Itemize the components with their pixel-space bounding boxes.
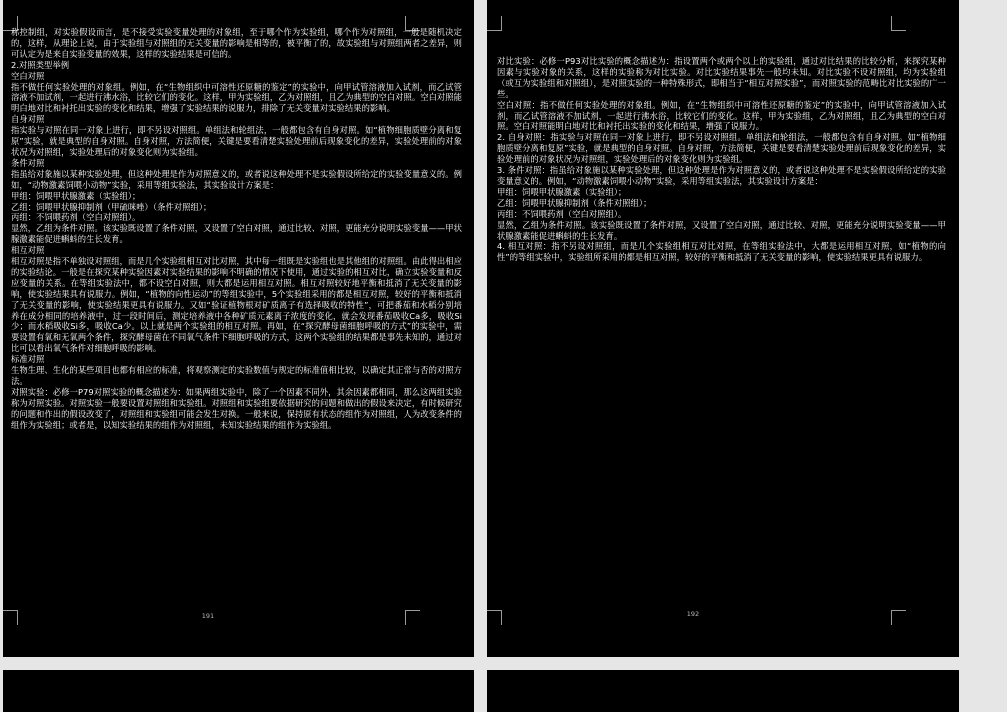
page-corner-mark-top-right [891,16,906,31]
list-item: 甲组：饲喂甲状腺激素（实验组）； [497,186,627,197]
paragraph: 指实验与对照在同一对象上进行，即不另设对照组。单组法和轮组法，一般都包含有自身对照。如“植物细胞质壁分离和复原”实验，就是典型的自身对照。自身对照，方法简便，关键是要看清楚实验处理前后现象变化的差异，实验处理前的对象状况为对照组，实验处理后的对象变化则为实验组。 [11,125,462,157]
page-corner-mark-bottom-left [3,610,18,625]
page-corner-mark-bottom-right [405,610,420,625]
subsection-heading: 自身对照 [11,114,45,125]
page-number: 191 [201,612,215,620]
paragraph: 3. 条件对照：指虽给对象施以某种实验处理，但这种处理是作为对照意义的，或者说这种处理不是实验假设所给定的实验变量意义的。例如，“动物激素饲喂小动物”实验，采用等组实验法，其实验设计方案是： [497,165,946,186]
paragraph: 称控制组，对实验假设而言，是不接受实验变量处理的对象组，至于哪个作为实验组，哪个作为对照组，一般是随机决定的，这样，从理论上说，由于实验组与对照组的无关变量的影响是相等的，被平衡了的，故实验组与对照组两者之差异，则可认定为是来自实验变量的效果，这样的实验结果是可信的。 [11,27,462,59]
list-item: 乙组：饲喂甲状腺抑制剂（甲硫咪唑）（条件对照组）； [11,201,212,212]
page-text-body [11,27,462,431]
paragraph: 指虽给对象施以某种实验处理，但这种处理是作为对照意义的，或者说这种处理不是实验假设所给定的实验变量意义的。例如，“动物激素饲喂小动物”实验，采用等组实验法，其实验设计方案是： [11,168,462,190]
document-page-next-left [3,670,474,712]
page-number: 192 [686,610,700,618]
page-corner-mark-top-left [487,16,502,31]
page-corner-mark-bottom-right [891,610,906,625]
subsection-heading: 条件对照 [11,157,45,168]
paragraph: 4. 相互对照：指不另设对照组，而是几个实验组相互对比对照，在等组实验法中，大都是运用相互对照，如“植物的向性”的等组实验中，实验组所采用的都是相互对照，较好的平衡和抵消了无关变量的影响，使实验结果更具有说服力。 [497,241,946,263]
subsection-heading: 空白对照 [11,70,45,81]
paragraph: 相互对照是指不单独设对照组，而是几个实验组相互对比对照，其中每一组既是实验组也是其他组的对照组。由此得出相应的实验结论。一般是在探究某种实验因素对实验结果的影响不明确的情况下使用，通过实验的相互对比，确立实验变量和反应变量的关系。在等组实验法中，都不设空白对照，则大都是运用相互对照。相互对照较好地平衡和抵消了无关变量的影响，使实验结果具有说服力。例如，“植物的向性运动”的等组实验中，5个实验组采用的都是相互对照，较好的平衡和抵消了无关变量的影响，使实验结果更具有说服力。又如“验证植物根对矿质离子有选择吸收的特性”，可把番茄和水稻分别培养在成分相同的培养液中，过一段时间后，测定培养液中各种矿质元素离子浓度的变化，就会发现番茄吸收Ca多，吸收Si少；而水稻吸收Si多，吸收Ca少。以上就是两个实验组的相互对照。再如，在“探究酵母菌细胞呼吸的方式”的实验中，需要设置有氧和无氧两个条件，探究酵母菌在不同氧气条件下细胞呼吸的方式，这两个实验组的结果都是事先未知的，通过对比可以看出氧气条件对细胞呼吸的影响。 [11,256,462,354]
paragraph: 2. 自身对照：指实验与对照在同一对象上进行，即不另设对照组。单组法和轮组法，一般都包含有自身对照。如“植物细胞质壁分离和复原”实验，就是典型的自身对照。自身对照，方法简便，关键是要看清楚实验处理前后现象变化的差异，实验处理前的对象状况为对照组，实验处理后的对象变化则为实验组。 [497,132,946,165]
paragraph: 空白对照：指不做任何实验处理的对象组。例如，在“生物组织中可溶性还原糖的鉴定”的实验中，向甲试管溶液加入试剂，而乙试管溶液不加试剂，一起进行沸水浴，比较它们的变化。这样，甲为实验组，乙为对照组，且乙为典型的空白对照。空白对照能明白地对比和衬托出实验的变化和结果，增强了说服力。 [497,99,946,132]
page-corner-mark-bottom-left [487,610,502,625]
document-page-192 [487,0,959,657]
list-item: 丙组：不饲喂药剂（空白对照组）。 [11,212,141,223]
list-item: 乙组：饲喂甲状腺抑制剂（条件对照组）； [497,197,652,208]
document-page-next-right [487,670,959,712]
paragraph: 对比实验：必修一P93对比实验的概念描述为：指设置两个或两个以上的实验组，通过对比结果的比较分析，来探究某种因素与实验对象的关系，这样的实验称为对比实验。对比实验结果事先一般均未知。对比实验不设对照组，均为实验组（或互为实验组和对照组），是对照实验的一种特殊形式，即相当于“相互对照实验”，而对照实验的范畴比对比实验的广一些。 [497,56,946,99]
paragraph: 指不做任何实验处理的对象组。例如，在“生物组织中可溶性还原糖的鉴定”的实验中，向甲试管溶液加入试剂，而乙试管溶液不加试剂，一起进行沸水浴，比较它们的变化。这样，甲为实验组，乙为对照组，且乙为典型的空白对照。空白对照能明白地对比和衬托出实验的变化和结果，增强了实验结果的说服力，排除了无关变量对实验结果的影响。 [11,81,462,114]
paragraph: 对照实验：必修一P79对照实验的概念描述为：如果两组实验中，除了一个因素不同外，其余因素都相同，那么这两组实验称为对照实验。对照实验一般要设置对照组和实验组。对照组和实验组要依据研究的问题和做出的假设来决定，有时候研究的问题和作出的假设改变了，对照组和实验组可能会发生对换。一般来说，保持原有状态的组作为对照组，人为改变条件的组作为实验组；或者是，以知实验结果的组作为对照组，未知实验结果的组作为实验组。 [11,386,462,430]
section-heading: 2.对照类型举例 [11,59,70,70]
list-item: 甲组：饲喂甲状腺激素（实验组）； [11,190,141,201]
list-item: 丙组：不饲喂药剂（空白对照组）。 [497,208,627,219]
document-page-191 [3,0,474,657]
paragraph: 生物生理、生化的某些项目也都有相应的标准，将观察测定的实验数值与规定的标准值相比较，以确定其正常与否的对照方法。 [11,365,462,386]
subsection-heading: 相互对照 [11,245,45,256]
paragraph: 显然，乙组为条件对照。该实验既设置了条件对照，又设置了空白对照，通过比较、对照，更能充分说明实验变量——甲状腺激素能促进蝌蚪的生长发育。 [497,219,946,241]
page-text-body [497,56,946,263]
subsection-heading: 标准对照 [11,354,45,365]
paragraph: 显然，乙组为条件对照。该实验既设置了条件对照，又设置了空白对照，通过比较、对照，更能充分说明实验变量——甲状腺激素能促进蝌蚪的生长发育。 [11,223,462,245]
